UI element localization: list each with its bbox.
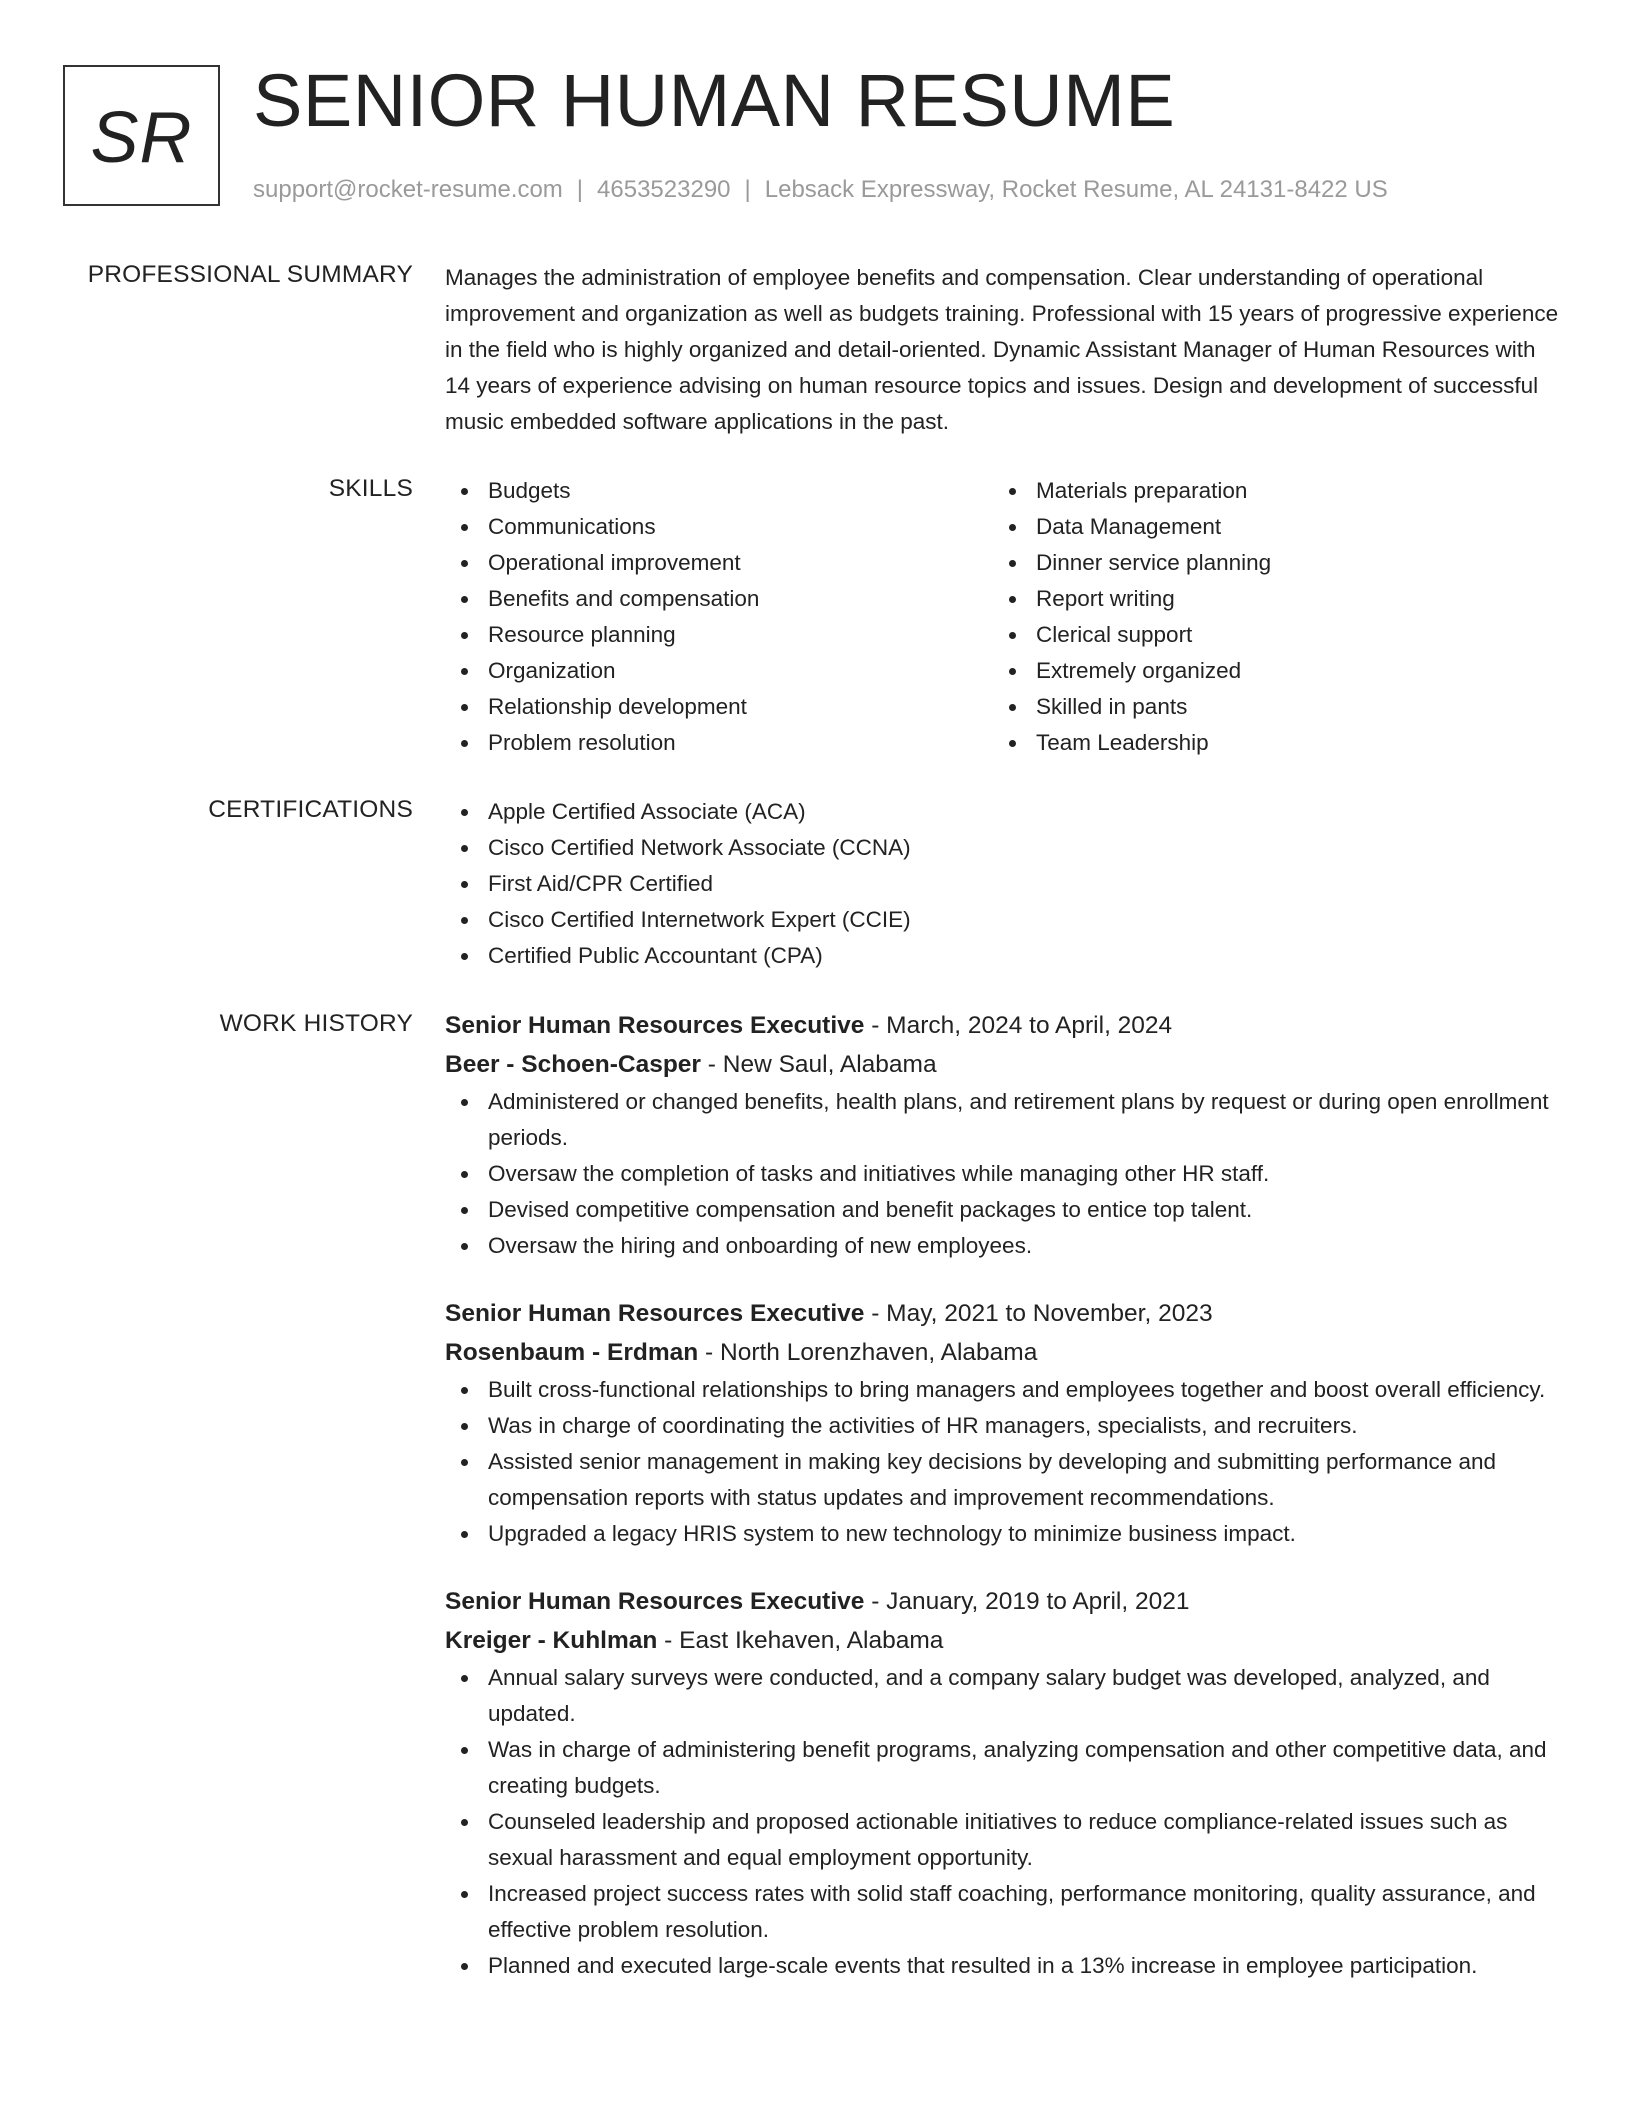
job-company-line	[445, 1333, 1565, 1372]
certification-item: First Aid/CPR Certified	[445, 866, 1565, 902]
skills-columns	[445, 473, 1565, 763]
skills-list-left	[445, 473, 759, 761]
skill-item: Problem resolution	[445, 725, 759, 761]
section-label-certifications: CERTIFICATIONS	[208, 796, 413, 823]
certification-item: Certified Public Accountant (CPA)	[445, 938, 1565, 974]
job-company-line	[445, 1045, 1565, 1084]
dash-separator: -	[657, 1627, 680, 1654]
summary-body	[445, 260, 1565, 440]
job-bullet: Increased project success rates with solid staff coaching, performance monitoring, quality assurance, and effective problem resolution.	[445, 1876, 1565, 1948]
skills-body	[445, 473, 1565, 763]
job-title: Senior Human Resources Executive	[445, 1300, 865, 1327]
skill-item: Extremely organized	[993, 653, 1271, 689]
skill-item: Operational improvement	[445, 545, 759, 581]
section-label-skills: SKILLS	[328, 475, 413, 502]
job-company: Beer - Schoen-Casper	[445, 1051, 701, 1078]
job-company: Rosenbaum - Erdman	[445, 1339, 699, 1366]
section-label-work-history: WORK HISTORY	[219, 1010, 413, 1037]
job-location: New Saul, Alabama	[722, 1051, 937, 1078]
job-entry	[445, 1006, 1565, 1264]
contact-separator: |	[576, 176, 584, 203]
dash-separator: -	[698, 1339, 720, 1366]
job-title: Senior Human Resources Executive	[445, 1012, 865, 1039]
skill-item: Materials preparation	[993, 473, 1271, 509]
work-history-body	[445, 1006, 1565, 1984]
job-bullet-list	[445, 1372, 1565, 1552]
certifications-body	[445, 794, 1565, 974]
job-bullet-list	[445, 1084, 1565, 1264]
job-title: Senior Human Resources Executive	[445, 1588, 865, 1615]
job-bullet: Upgraded a legacy HRIS system to new technology to minimize business impact.	[445, 1516, 1565, 1552]
skill-item: Benefits and compensation	[445, 581, 759, 617]
job-title-line	[445, 1294, 1565, 1333]
skill-item: Budgets	[445, 473, 759, 509]
summary-text: Manages the administration of employee benefits and compensation. Clear understanding of operational improvement and organization as well as budgets training. Professional with 15 years of progressive experience in the field who is highly organized and detail-oriented. Dynamic Assistant Manager of Human Resources with 14 years of experience advising on human resource topics and issues. Design and development of successful music embedded software applications in the past.	[445, 265, 1559, 434]
contact-address: Lebsack Expressway, Rocket Resume, AL 24131-8422 US	[764, 176, 1388, 203]
job-location: East Ikehaven, Alabama	[679, 1627, 944, 1654]
skill-item: Clerical support	[993, 617, 1271, 653]
contact-phone: 4653523290	[597, 176, 731, 203]
job-entry	[445, 1294, 1565, 1552]
skills-list-right	[993, 473, 1271, 761]
job-dates: May, 2021 to November, 2023	[886, 1300, 1213, 1327]
job-bullet: Oversaw the hiring and onboarding of new employees.	[445, 1228, 1565, 1264]
contact-email: support@rocket-resume.com	[253, 176, 563, 203]
skill-item: Skilled in pants	[993, 689, 1271, 725]
job-bullet: Devised competitive compensation and benefit packages to entice top talent.	[445, 1192, 1565, 1228]
job-entry	[445, 1582, 1565, 1984]
job-bullet: Annual salary surveys were conducted, and a company salary budget was developed, analyzed, and updated.	[445, 1660, 1565, 1732]
certification-item: Cisco Certified Network Associate (CCNA)	[445, 830, 1565, 866]
skill-item: Communications	[445, 509, 759, 545]
skill-item: Report writing	[993, 581, 1271, 617]
certification-item: Apple Certified Associate (ACA)	[445, 794, 1565, 830]
dash-separator: -	[864, 1300, 887, 1327]
job-bullet: Was in charge of coordinating the activities of HR managers, specialists, and recruiters.	[445, 1408, 1565, 1444]
job-location: North Lorenzhaven, Alabama	[720, 1339, 1038, 1366]
job-bullet: Counseled leadership and proposed actionable initiatives to reduce compliance-related issues such as sexual harassment and equal employment opportunity.	[445, 1804, 1565, 1876]
job-bullet-list	[445, 1660, 1565, 1984]
contact-separator: |	[744, 176, 751, 203]
job-bullet: Assisted senior management in making key decisions by developing and submitting performance and compensation reports with status updates and improvement recommendations.	[445, 1444, 1565, 1516]
job-bullet: Planned and executed large-scale events that resulted in a 13% increase in employee participation.	[445, 1948, 1565, 1984]
job-company: Kreiger - Kuhlman	[445, 1627, 658, 1654]
skill-item: Resource planning	[445, 617, 759, 653]
skill-item: Data Management	[993, 509, 1271, 545]
job-dates: March, 2024 to April, 2024	[886, 1012, 1173, 1039]
job-bullet: Built cross-functional relationships to bring managers and employees together and boost overall efficiency.	[445, 1372, 1565, 1408]
skill-item: Dinner service planning	[993, 545, 1271, 581]
job-bullet: Administered or changed benefits, health plans, and retirement plans by request or during open enrollment periods.	[445, 1084, 1565, 1156]
job-title-line	[445, 1582, 1565, 1621]
dash-separator: -	[700, 1051, 723, 1078]
job-bullet: Oversaw the completion of tasks and initiatives while managing other HR staff.	[445, 1156, 1565, 1192]
job-bullet: Was in charge of administering benefit programs, analyzing compensation and other competitive data, and creating budgets.	[445, 1732, 1565, 1804]
certifications-list	[445, 794, 1565, 974]
dash-separator: -	[864, 1588, 887, 1615]
certification-item: Cisco Certified Internetwork Expert (CCIE)	[445, 902, 1565, 938]
dash-separator: -	[864, 1012, 887, 1039]
initials: SR	[90, 97, 193, 178]
skill-item: Relationship development	[445, 689, 759, 725]
monogram-logo	[63, 65, 220, 206]
job-dates: January, 2019 to April, 2021	[886, 1588, 1190, 1615]
skill-item: Team Leadership	[993, 725, 1271, 761]
job-title-line	[445, 1006, 1565, 1045]
skill-item: Organization	[445, 653, 759, 689]
contact-line	[253, 172, 1388, 208]
resume-name: SENIOR HUMAN RESUME	[253, 59, 1176, 142]
job-company-line	[445, 1621, 1565, 1660]
section-label-summary: PROFESSIONAL SUMMARY	[87, 261, 413, 288]
